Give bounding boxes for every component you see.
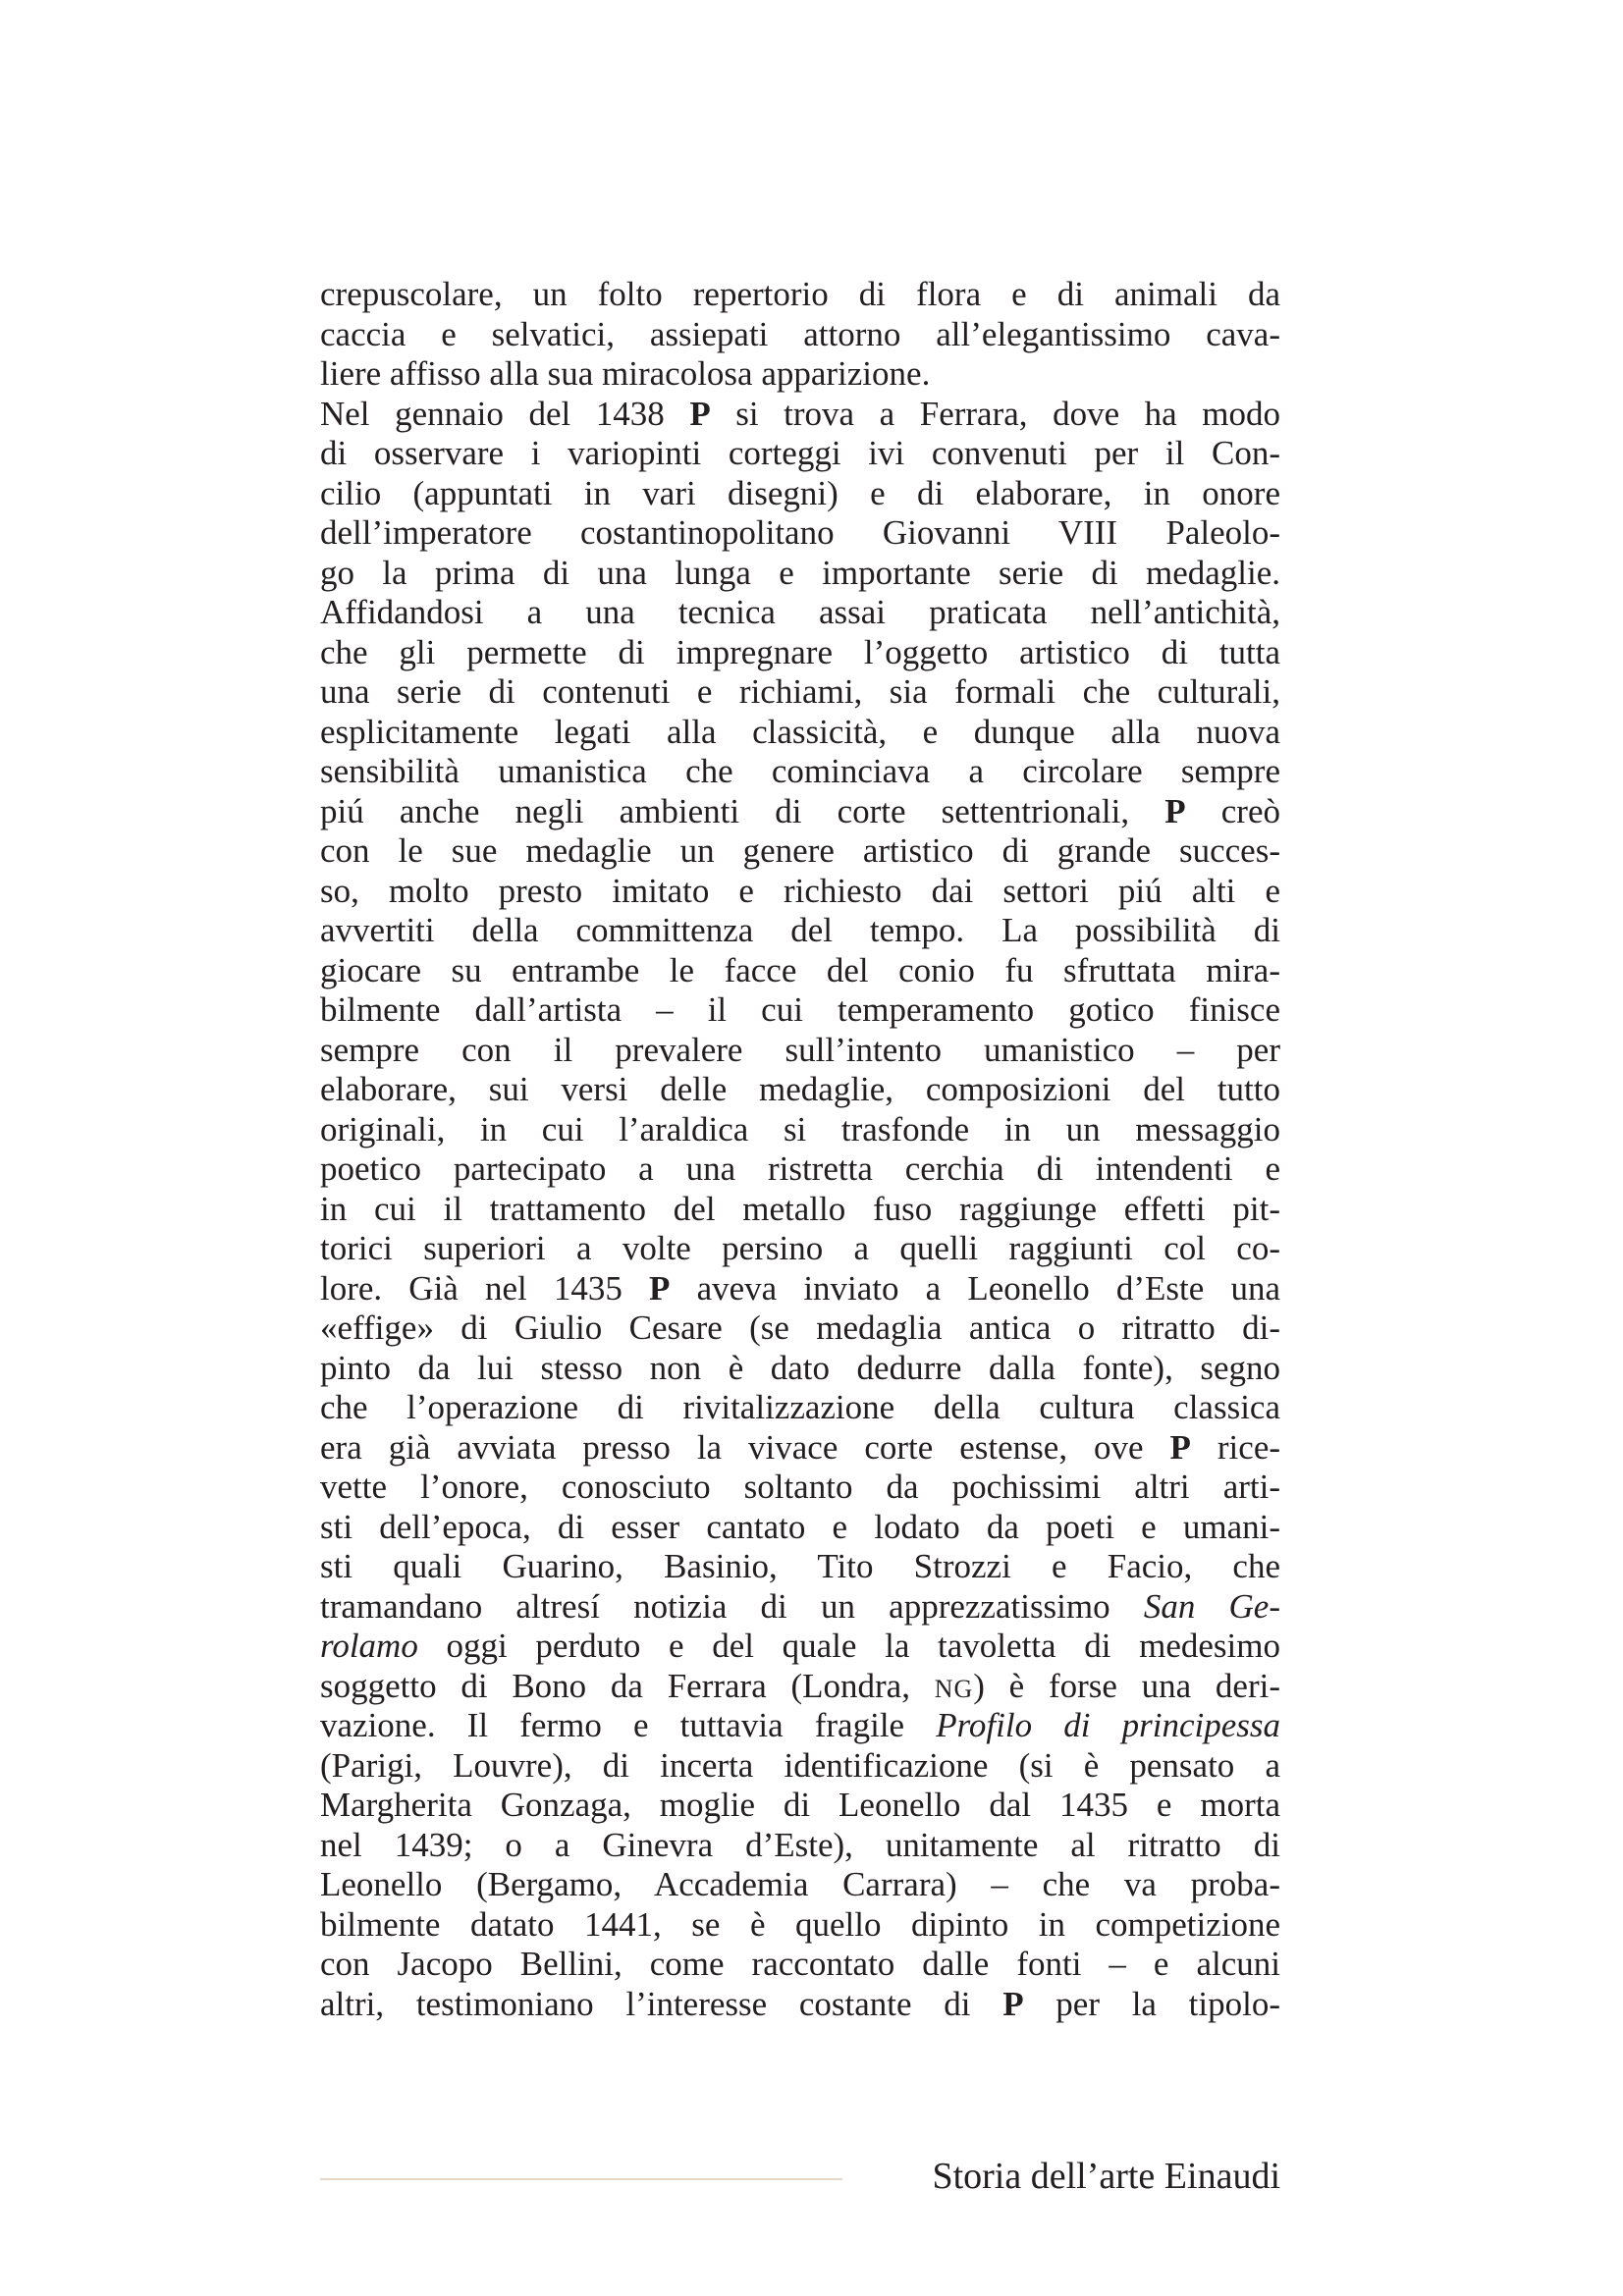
text-line: giocare su entrambe le facce del conio fu sfruttata mira- [320, 950, 1280, 989]
text-line: caccia e selvatici, assiepati attorno all’elegantissimo cava- [320, 314, 1280, 353]
text-line: torici superiori a volte persino a quelli raggiunti col co- [320, 1229, 1280, 1267]
text-line: go la prima di una lunga e importante serie di medaglie. [320, 553, 1280, 592]
text-line: rolamo oggi perduto e del quale la tavoletta di medesimo [320, 1627, 1280, 1665]
text-line: vette l’onore, conosciuto soltanto da pochissimi altri arti- [320, 1468, 1280, 1506]
text-line: una serie di contenuti e richiami, sia formali che culturali, [320, 672, 1280, 711]
text-line: originali, in cui l’araldica si trasfonde in un messaggio [320, 1109, 1280, 1148]
text-line: pinto da lui stesso non è dato dedurre dalla fonte), segno [320, 1348, 1280, 1387]
text-line: so, molto presto imitato e richiesto dai settori piú alti e [320, 871, 1280, 910]
text-line: piú anche negli ambienti di corte settentrionali, P creò [320, 791, 1280, 830]
text-line: (Parigi, Louvre), di incerta identificazione (si è pensato a [320, 1745, 1280, 1785]
text-line: dell’imperatore costantinopolitano Giovanni VIII Paleolo- [320, 513, 1280, 552]
text-line: che l’operazione di rivitalizzazione della cultura classica [320, 1388, 1280, 1426]
text-line: altri, testimoniano l’interesse costante di P per la tipolo- [320, 1984, 1280, 2023]
text-line: Margherita Gonzaga, moglie di Leonello dal 1435 e morta [320, 1786, 1280, 1824]
text-line: crepuscolare, un folto repertorio di flora e di animali da [320, 275, 1280, 313]
text-line: di osservare i variopinti corteggi ivi convenuti per il Con- [320, 434, 1280, 472]
footer-divider [320, 2178, 842, 2180]
text-line: Nel gennaio del 1438 P si trova a Ferrara, dove ha modo [320, 394, 1280, 433]
text-line: tramandano altresí notizia di un apprezzatissimo San Ge- [320, 1586, 1280, 1626]
text-line: sti dell’epoca, di esser cantato e lodato da poeti e umani- [320, 1507, 1280, 1546]
text-line: con Jacopo Bellini, come raccontato dalle fonti – e alcuni [320, 1945, 1280, 1983]
body-text [320, 275, 1280, 2024]
text-line: avvertiti della committenza del tempo. La possibilità di [320, 911, 1280, 949]
text-line: vazione. Il fermo e tuttavia fragile Profilo di principessa [320, 1706, 1281, 1744]
text-line: Leonello (Bergamo, Accademia Carrara) – che va proba- [320, 1865, 1280, 1903]
text-line: bilmente dall’artista – il cui temperamento gotico finisce [320, 990, 1280, 1029]
text-line: Affidandosi a una tecnica assai praticata nell’antichità, [320, 593, 1280, 631]
text-line: soggetto di Bono da Ferrara (Londra, NG) è forse una deri- [320, 1666, 1281, 1705]
text-line: nel 1439; o a Ginevra d’Este), unitamente al ritratto di [320, 1825, 1280, 1864]
text-line: bilmente datato 1441, se è quello dipinto in competizione [320, 1904, 1280, 1944]
text-line: cilio (appuntati in vari disegni) e di elaborare, in onore [320, 473, 1280, 512]
text-line: era già avviata presso la vivace corte estense, ove P rice- [320, 1427, 1281, 1467]
text-line: esplicitamente legati alla classicità, e dunque alla nuova [320, 712, 1280, 751]
text-line: sensibilità umanistica che cominciava a circolare sempre [320, 752, 1280, 790]
text-line: in cui il trattamento del metallo fuso raggiunge effetti pit- [320, 1189, 1280, 1228]
text-line: sempre con il prevalere sull’intento umanistico – per [320, 1030, 1280, 1069]
text-line: che gli permette di impregnare l’oggetto artistico di tutta [320, 632, 1280, 671]
text-line: «effige» di Giulio Cesare (se medaglia antica o ritratto di- [320, 1308, 1280, 1347]
text-line: poetico partecipato a una ristretta cerchia di intendenti e [320, 1149, 1280, 1188]
text-line: con le sue medaglie un genere artistico di grande succes- [320, 831, 1280, 870]
text-line: liere affisso alla sua miracolosa apparizione. [320, 354, 931, 393]
text-line: sti quali Guarino, Basinio, Tito Strozzi e Facio, che [320, 1547, 1280, 1585]
footer-title: Storia dell’arte Einaudi [932, 2156, 1280, 2197]
text-line: lore. Già nel 1435 P aveva inviato a Leonello d’Este una [320, 1268, 1280, 1308]
text-line: elaborare, sui versi delle medaglie, composizioni del tutto [320, 1070, 1280, 1108]
